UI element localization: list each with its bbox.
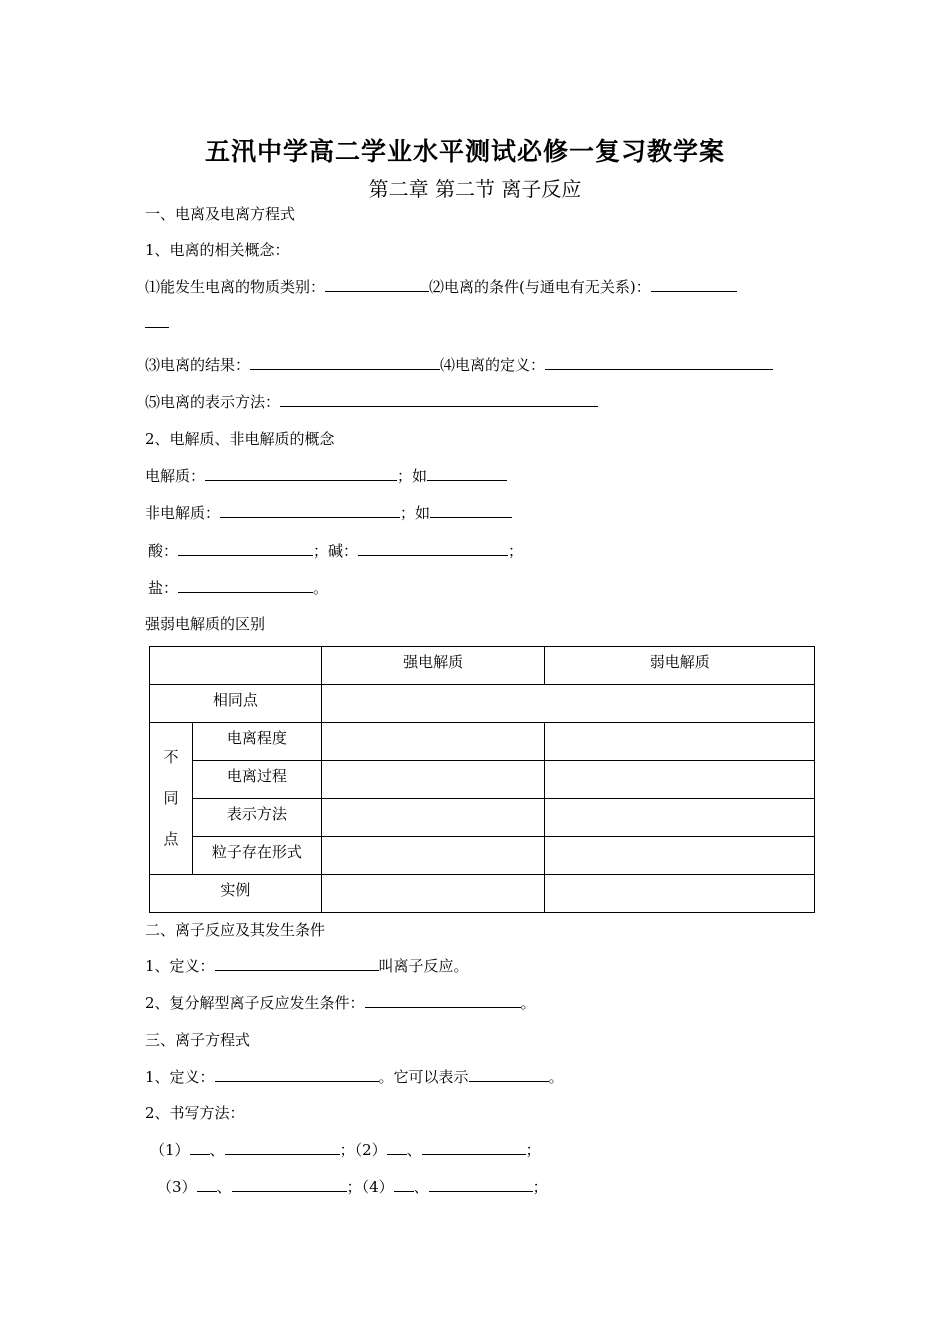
- question-1-label: ⑴能发生电离的物质类别：: [145, 278, 326, 296]
- nonelectrolyte-label: 非电解质：: [145, 504, 221, 522]
- particles-strong-cell[interactable]: [321, 837, 545, 875]
- answer-blank-2[interactable]: [651, 276, 737, 292]
- ionic-equation-definition-blank[interactable]: [215, 1066, 379, 1082]
- writing-method-heading: 2、书写方法：: [145, 1104, 245, 1122]
- process-weak-cell[interactable]: [545, 761, 815, 799]
- nonelectrolyte-blank[interactable]: [220, 502, 400, 518]
- table-row-degree: [150, 723, 815, 761]
- table-row-particles: [150, 837, 815, 875]
- page-title: 五汛中学高二学业水平测试必修一复习教学案: [204, 137, 725, 166]
- step-4-short-blank[interactable]: [394, 1176, 414, 1192]
- row-header-particles: 粒子存在形式: [192, 837, 321, 875]
- row-header-degree: 电离程度: [192, 723, 321, 761]
- salt-end: 。: [313, 579, 329, 597]
- page-subtitle: 第二章 第二节 离子反应: [368, 177, 582, 201]
- step-3-label: （3）: [157, 1178, 197, 1196]
- example-strong-cell[interactable]: [321, 875, 545, 913]
- answer-blank-4[interactable]: [545, 354, 773, 370]
- column-header-weak: 弱电解质: [545, 647, 815, 685]
- steps-row-2: [157, 1176, 548, 1197]
- item-1-heading: 1、电离的相关概念：: [145, 241, 290, 259]
- ionic-reaction-definition-row: [145, 955, 469, 976]
- table-row-same: [150, 685, 815, 723]
- ionic-equation-definition-tail: 。: [548, 1068, 564, 1086]
- step-4-end: ；: [532, 1178, 548, 1196]
- reaction-condition-row: [145, 992, 536, 1013]
- electrolyte-comparison-table: [149, 646, 815, 913]
- item-2-heading: 2、电解质、非电解质的概念: [145, 430, 335, 448]
- reaction-condition-label: 2、复分解型离子反应发生条件：: [145, 994, 365, 1012]
- step-2-end: ；: [525, 1141, 541, 1159]
- step-1-separator: 、: [209, 1141, 225, 1159]
- row-header-same: 相同点: [150, 685, 322, 723]
- nonelectrolyte-example-label: ；如: [400, 504, 431, 522]
- degree-strong-cell[interactable]: [321, 723, 545, 761]
- step-2-blank[interactable]: [422, 1139, 526, 1155]
- table-row-example: [150, 875, 815, 913]
- acid-base-row: [148, 540, 523, 561]
- row-header-process: 电离过程: [192, 761, 321, 799]
- step-3-separator: 、: [216, 1178, 232, 1196]
- table-row-process: [150, 761, 815, 799]
- section-1-heading: 一、电离及电离方程式: [145, 205, 296, 223]
- base-blank[interactable]: [358, 540, 508, 556]
- table-corner-cell: [150, 647, 322, 685]
- answer-blank-1[interactable]: [325, 276, 429, 292]
- answer-blank-3[interactable]: [250, 354, 440, 370]
- base-label: ；碱：: [313, 542, 359, 560]
- answer-blank-5[interactable]: [280, 391, 598, 407]
- salt-label: 盐：: [148, 579, 179, 597]
- ionic-equation-definition-label: 1、定义：: [145, 1068, 215, 1086]
- notation-weak-cell[interactable]: [545, 799, 815, 837]
- electrolyte-blank[interactable]: [205, 465, 397, 481]
- electrolyte-example-blank[interactable]: [427, 465, 507, 481]
- ionic-equation-definition-row: [145, 1066, 564, 1087]
- section-3-heading: 三、离子方程式: [145, 1031, 251, 1049]
- reaction-condition-tail: 。: [520, 994, 536, 1012]
- electrolyte-row: [145, 465, 507, 486]
- step-1-blank[interactable]: [225, 1139, 340, 1155]
- ionic-reaction-definition-blank[interactable]: [215, 955, 379, 971]
- acid-label: 酸：: [148, 542, 179, 560]
- steps-row-1: [150, 1139, 541, 1160]
- step-2-short-blank[interactable]: [387, 1139, 407, 1155]
- step-4-separator: 、: [413, 1178, 429, 1196]
- nonelectrolyte-example-blank[interactable]: [430, 502, 512, 518]
- row-header-example: 实例: [150, 875, 322, 913]
- answer-blank-2-continued[interactable]: [145, 312, 169, 328]
- notation-strong-cell[interactable]: [321, 799, 545, 837]
- electrolyte-example-label: ；如: [397, 467, 428, 485]
- same-answer-cell[interactable]: [321, 685, 814, 723]
- question-row-1: [145, 276, 737, 297]
- ionic-equation-definition-mid: 。它可以表示: [378, 1068, 469, 1086]
- process-strong-cell[interactable]: [321, 761, 545, 799]
- section-2-heading: 二、离子反应及其发生条件: [145, 921, 326, 939]
- salt-row: [148, 577, 328, 598]
- nonelectrolyte-row: [145, 502, 512, 523]
- ionic-reaction-definition-label: 1、定义：: [145, 957, 215, 975]
- row-header-notation: 表示方法: [192, 799, 321, 837]
- row-header-different: 不 同 点: [150, 723, 193, 875]
- ionic-reaction-definition-tail: 叫离子反应。: [378, 957, 469, 975]
- question-4-label: ⑷电离的定义：: [440, 356, 546, 374]
- step-3-short-blank[interactable]: [197, 1176, 217, 1192]
- step-3-blank[interactable]: [232, 1176, 347, 1192]
- acid-blank[interactable]: [178, 540, 313, 556]
- step-2-label: ；（2）: [339, 1141, 387, 1159]
- question-row-3: [145, 391, 598, 412]
- salt-blank[interactable]: [178, 577, 313, 593]
- table-row-notation: [150, 799, 815, 837]
- question-5-label: ⑸电离的表示方法：: [145, 393, 281, 411]
- strong-weak-heading: 强弱电解质的区别: [145, 615, 266, 633]
- answer-blank-2-continued-row: [145, 312, 169, 332]
- reaction-condition-blank[interactable]: [365, 992, 521, 1008]
- column-header-strong: 强电解质: [321, 647, 545, 685]
- degree-weak-cell[interactable]: [545, 723, 815, 761]
- step-4-blank[interactable]: [429, 1176, 533, 1192]
- step-1-short-blank[interactable]: [190, 1139, 210, 1155]
- step-4-label: ；（4）: [346, 1178, 394, 1196]
- table-header-row: [150, 647, 815, 685]
- example-weak-cell[interactable]: [545, 875, 815, 913]
- step-1-label: （1）: [150, 1141, 190, 1159]
- step-2-separator: 、: [406, 1141, 422, 1159]
- particles-weak-cell[interactable]: [545, 837, 815, 875]
- question-row-2: [145, 354, 773, 375]
- ionic-equation-meaning-blank[interactable]: [469, 1066, 549, 1082]
- question-2-label: ⑵电离的条件(与通电有无关系)：: [429, 278, 651, 296]
- base-end: ；: [508, 542, 524, 560]
- question-3-label: ⑶电离的结果：: [145, 356, 251, 374]
- electrolyte-label: 电解质：: [145, 467, 206, 485]
